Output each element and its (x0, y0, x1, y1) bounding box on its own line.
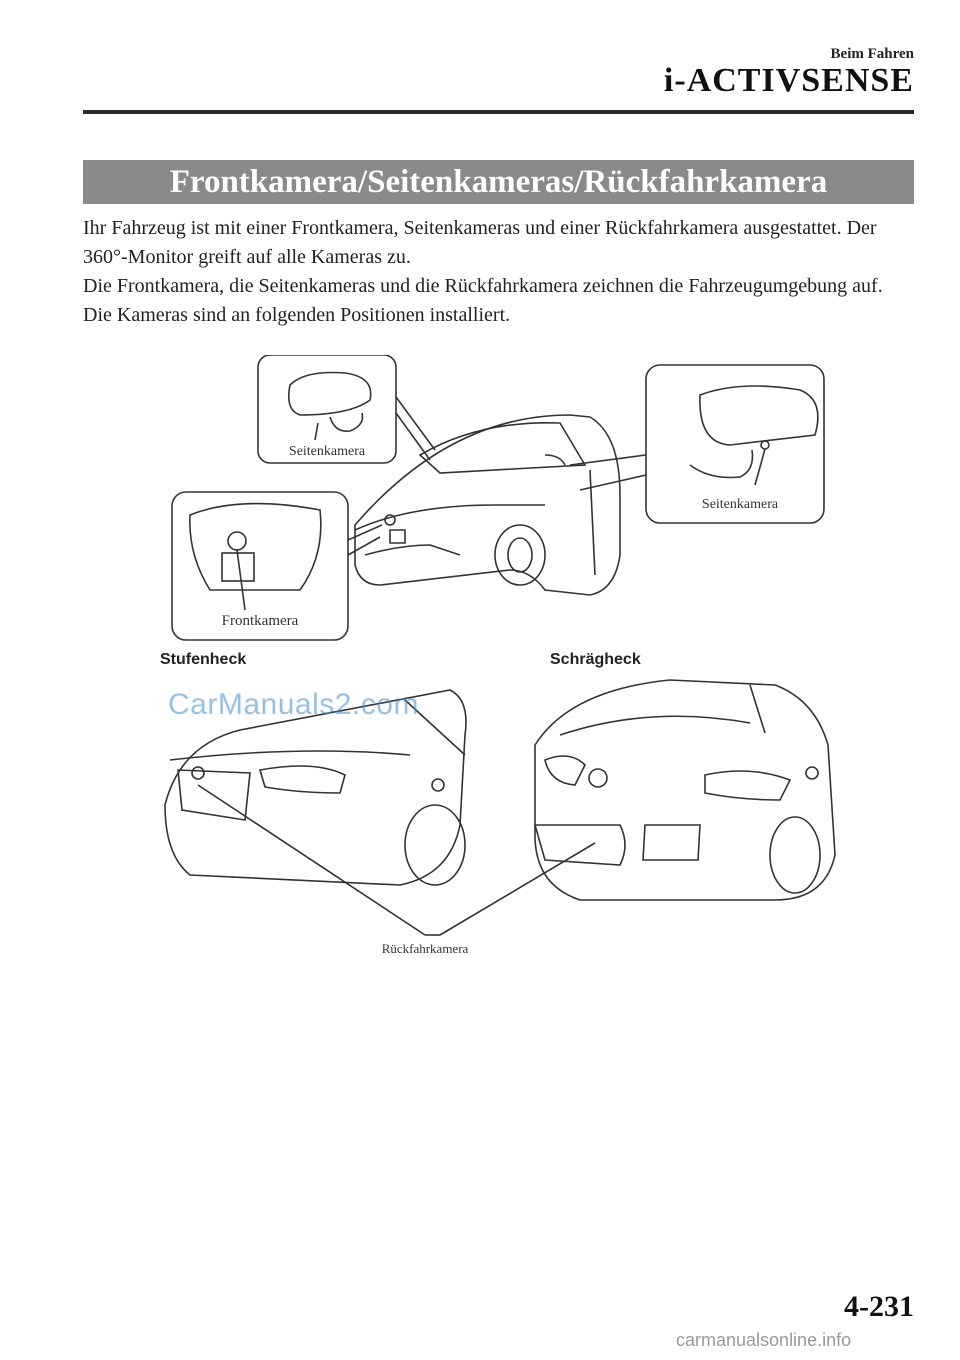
car-front-illustration (355, 415, 620, 595)
label-sedan: Stufenheck (160, 651, 247, 668)
camera-diagram (150, 355, 850, 975)
section-title: Beim Fahren (830, 46, 914, 62)
watermark-footer: carmanualsonline.info (676, 1330, 852, 1350)
label-side-camera-right: Seitenkamera (701, 497, 779, 512)
page-number: 4-231 (844, 1290, 914, 1323)
watermark-carmanuals: CarManuals2.com (168, 688, 419, 721)
camera-position-figure (150, 355, 850, 975)
hatchback-rear-illustration (535, 680, 835, 900)
paragraph-positions: Die Kameras sind an folgenden Positionen installiert. (83, 304, 511, 326)
label-front-camera: Frontkamera (221, 613, 299, 629)
paragraph-recording: Die Frontkamera, die Seitenkameras und die Rückfahrkamera zeichnen die Fahrzeugumgebung auf. (83, 275, 883, 297)
label-rear-camera: Rückfahrkamera (381, 941, 469, 956)
header-divider (83, 110, 914, 114)
paragraph-intro: Ihr Fahrzeug ist mit einer Frontkamera, Seitenkameras und einer Rückfahrkamera ausgestattet. Der 360°-Monitor greift auf alle Kameras zu. (83, 217, 877, 268)
page-heading: Frontkamera/Seitenkameras/Rückfahrkamera (83, 160, 914, 204)
label-side-camera-left: Seitenkamera (288, 444, 366, 459)
label-hatchback: Schrägheck (550, 651, 641, 668)
chapter-title: i-ACTIVSENSE (663, 62, 914, 99)
body-text (83, 214, 883, 330)
